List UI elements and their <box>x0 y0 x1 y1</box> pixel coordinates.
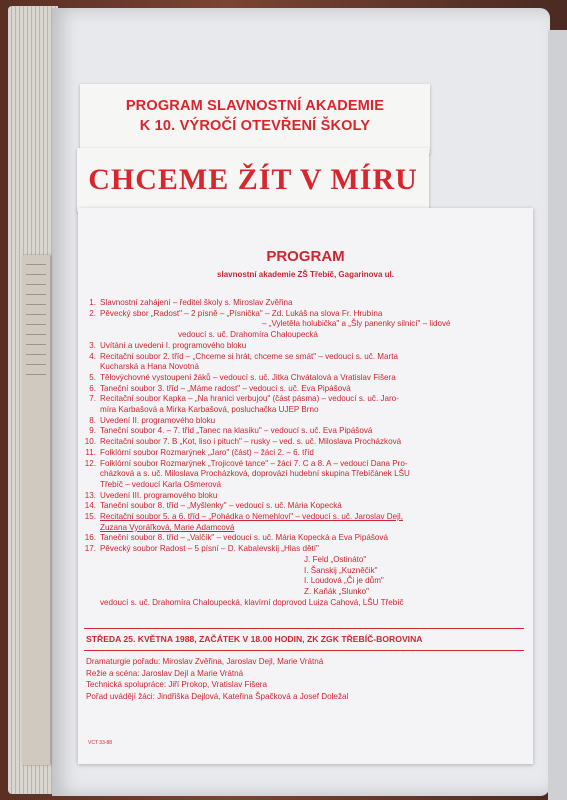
credit-line: Pořad uvádějí žáci: Jindřiška Dejlová, Kateřina Špačková a Josef Doležal <box>86 691 349 701</box>
next-page-edge <box>548 30 567 800</box>
program-item: 7. Recitační soubor Kapka – „Na hranici verbujou" (část pásma) – vedoucí s. uč. Jaro- <box>89 394 399 404</box>
credit-line: Dramaturgie pořadu: Miroslav Zvěřina, Jaroslav Dejl, Marie Vrátná <box>86 657 324 666</box>
program-list <box>82 298 528 608</box>
credits-block <box>86 656 526 702</box>
program-item-continuation: Třebíč – vedoucí Karla Ošmerová <box>100 479 222 489</box>
program-subtitle: slavnostní akademie ZŠ Třebíč, Gagarinova ul. <box>217 270 394 279</box>
credit-line: Režie a scéna: Jaroslav Dejl a Marie Vrátná <box>86 668 244 678</box>
program-item: 10. Recitační soubor 7. B „Kot, liso i pituch" – rusky – ved. s. uč. Miloslava Procházková <box>84 437 402 447</box>
program-item: vedoucí s. uč. Drahomíra Chaloupecká <box>178 330 318 340</box>
event-date: STŘEDA 25. KVĚTNA 1988, ZAČÁTEK V 18.00 HODIN, ZK ZGK TŘEBÍČ-BOROVINA <box>86 634 423 644</box>
program-item: 1. Slavnostní zahájení – ředitel školy s. Miroslav Zvěřina <box>89 298 293 307</box>
program-item-continuation: Kucharská a Hana Novotná <box>100 362 199 372</box>
program-item: 5. Tělovýchovné vystoupení žáků – vedoucí s. uč. Jitka Chvátalová a Vratislav Fišera <box>89 372 396 382</box>
program-item: 11. Folklórní soubor Rozmarýnek „Jaro" (část) – žáci 2. – 6. tříd <box>85 447 314 457</box>
program-item: 3. Uvítání a uvedení I. programového bloku <box>89 340 247 350</box>
program-item: 12. Folklórní soubor Rozmarýnek „Trojicové tance" – žáci 7. C a 8. A – vedoucí Dana Pro- <box>84 458 408 468</box>
motto-title: CHCEME ŽÍT V MÍRU <box>88 163 418 196</box>
program-title: PROGRAM <box>266 248 345 265</box>
program-sheet <box>78 208 533 764</box>
header-line-2: K 10. VÝROČÍ OTEVŘENÍ ŠKOLY <box>139 118 371 134</box>
program-item: 4. Recitační soubor 2. tříd – „Chceme si hrát, chceme se smát" – vedoucí s. uč. Marta <box>89 351 398 361</box>
divider-bottom <box>84 650 524 651</box>
program-item: 2. Pěvecký sbor „Radost" – 2 písně – „Písnička" – Zd. Lukáš na slova Fr. Hrubína <box>89 308 383 318</box>
program-item-highlighted: 15. Recitační soubor 5. a 6. tříd – „Pohádka o Nemehlovi" – vedoucí s. uč. Jaroslav Dejl, <box>84 512 403 522</box>
program-item: 14. Taneční soubor 8. tříd – „Myšlenky" – vedoucí s. uč. Mária Kopecká <box>84 501 342 511</box>
program-item: 16. Taneční soubor 8. tříd – „Valčík" – vedoucí s. uč. Mária Kopecká a Eva Pipášová <box>84 533 388 543</box>
program-item-continuation: cházková a s. uč. Miloslava Procházková, doprovází hudební skupina Třebíčánek LŠU <box>100 469 410 479</box>
song-item: Z. Kaňák „Slunko" <box>304 586 369 596</box>
song-item: J. Feld „Ostináto" <box>304 554 367 564</box>
header-line-1: PROGRAM SLAVNOSTNÍ AKADEMIE <box>125 98 385 114</box>
credit-line: Technická spolupráce: Jiří Prokop, Vratislav Fišera <box>86 680 267 690</box>
divider-top <box>84 628 524 629</box>
program-item: 6. Taneční soubor 3. tříd – „Máme radost" – vedoucí s. uč. Eva Pipášová <box>89 383 351 393</box>
program-item-continuation: Zuzana Vyoráľková, Marie Adamcová <box>100 522 235 532</box>
printer-mark: VCT 33-88 <box>88 740 113 746</box>
program-item: 9. Taneční soubor 4. – 7. tříd „Tanec na klasiku" – vedoucí s. uč. Eva Pipášová <box>89 426 373 436</box>
motto-strip <box>77 148 429 212</box>
closing-line: vedoucí s. uč. Drahomíra Chaloupecká, klavírní doprovod Luiza Cahová, LŠU Třebíč <box>100 597 404 607</box>
program-item: 17. Pěvecký soubor Radost – 5 písní – D. Kabalevskij „Hlas dětí" <box>84 544 319 554</box>
newspaper-clipping <box>22 255 50 765</box>
song-item: I. Loudová „Či je dům" <box>304 576 384 586</box>
program-item: 13. Uvedení III. programového bloku <box>84 490 218 500</box>
header-strip <box>80 84 430 154</box>
program-item: – „Vyletěla holubička" a „Šly panenky silnicí" – lidové <box>262 319 451 329</box>
program-item-continuation: míra Karbašová a Mirka Karbašová, posluchačka UJEP Brno <box>100 405 319 415</box>
program-item: 8. Uvedení II. programového bloku <box>89 415 216 425</box>
song-item: I. Šanskij „Kuzněčik" <box>304 565 378 575</box>
